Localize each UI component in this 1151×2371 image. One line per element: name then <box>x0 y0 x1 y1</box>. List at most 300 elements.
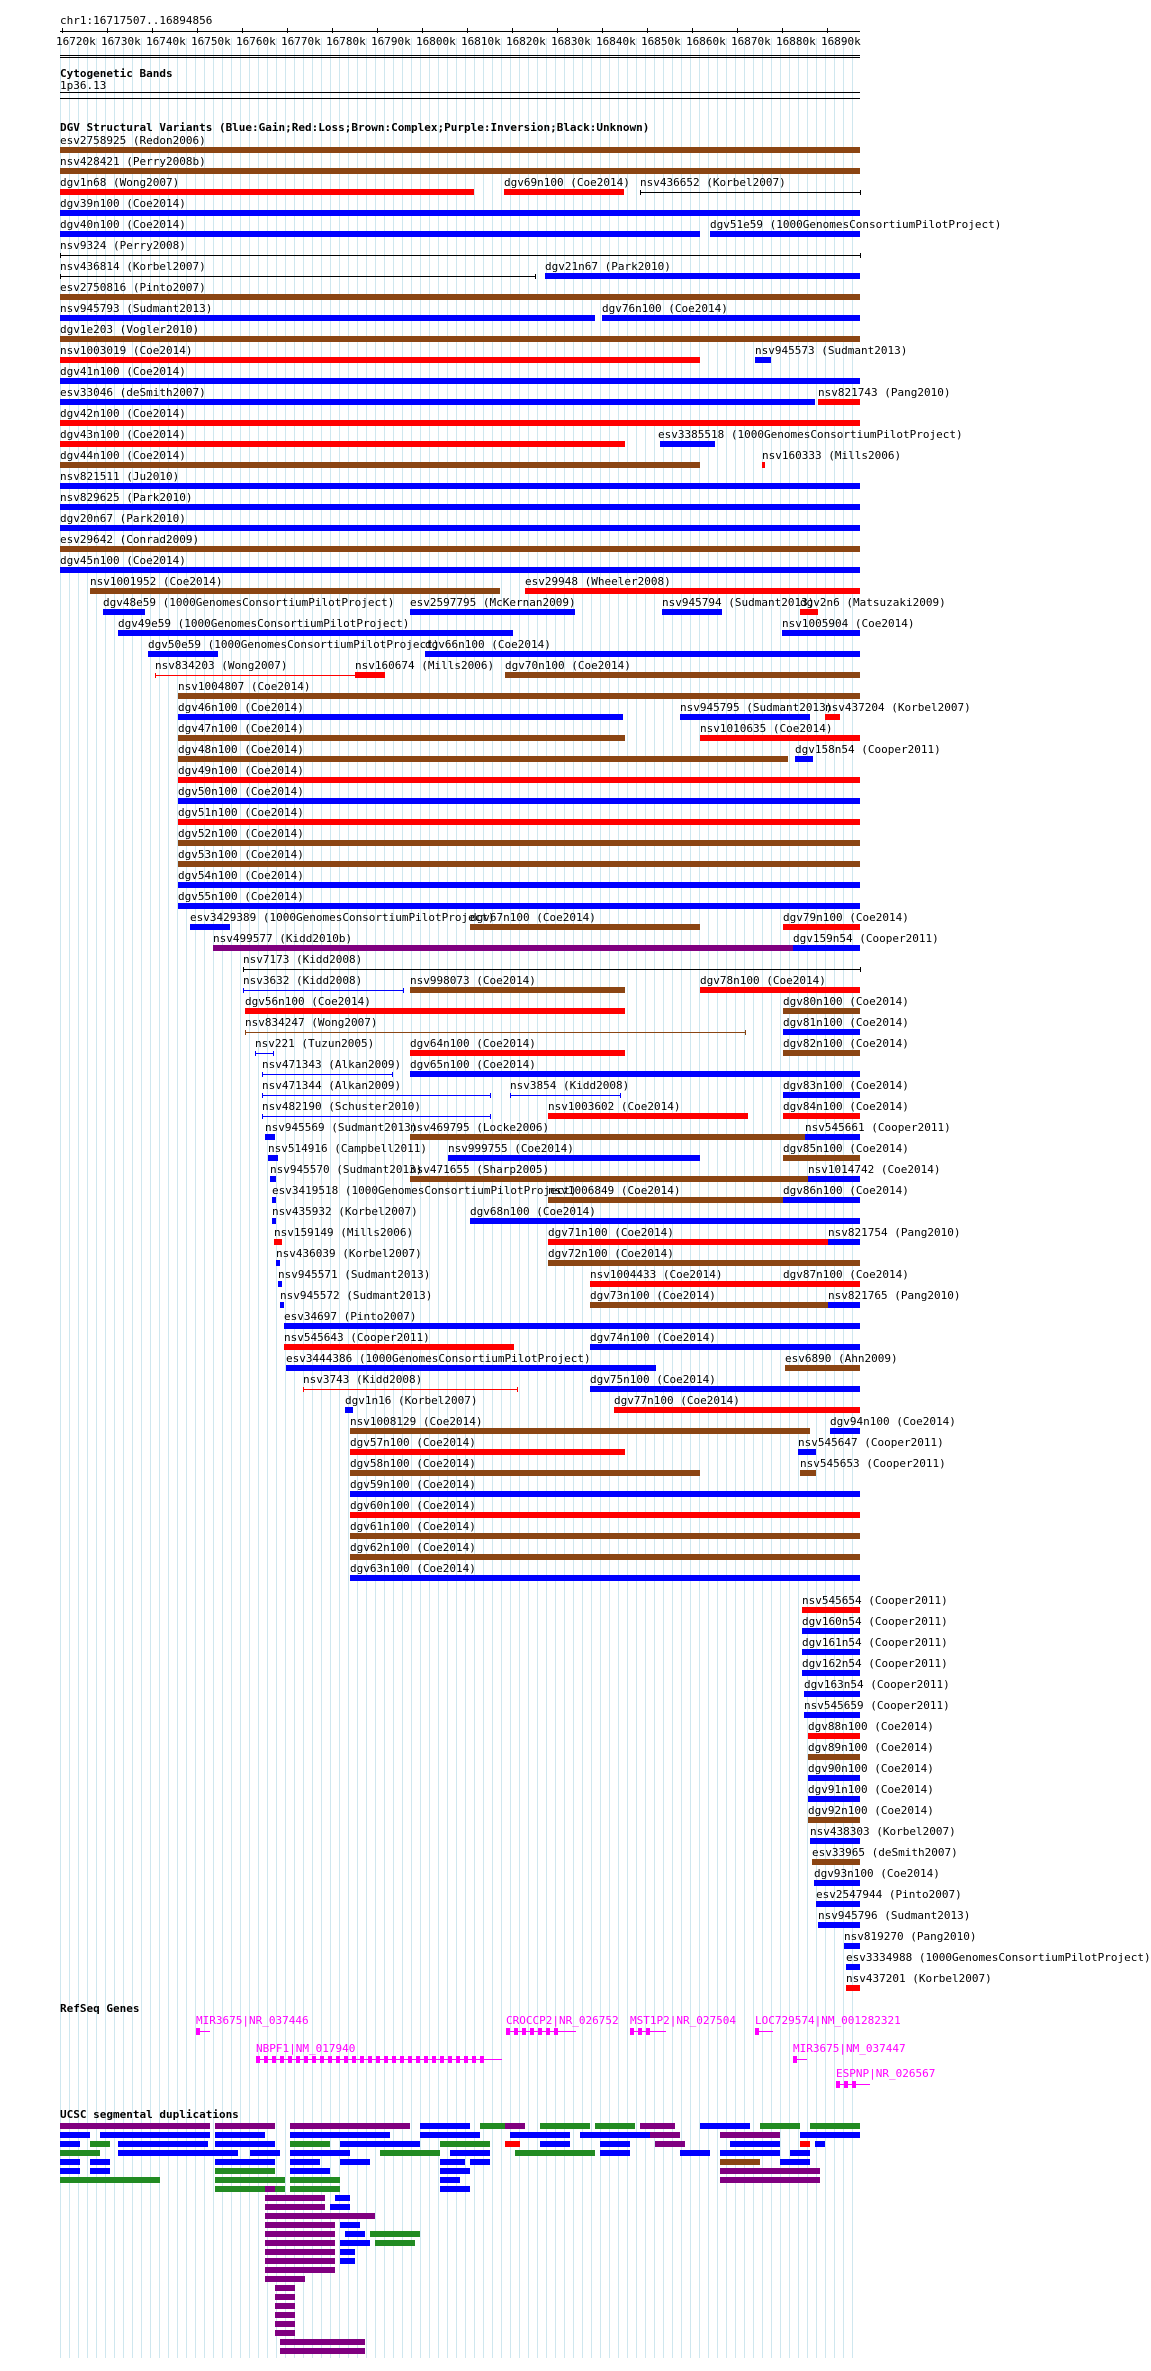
dgv-feature[interactable] <box>470 924 700 930</box>
dgv-feature-label[interactable]: nsv834247 (Wong2007) <box>245 1016 378 1029</box>
segdup-block[interactable] <box>720 2150 780 2156</box>
dgv-feature[interactable] <box>590 1344 860 1350</box>
segdup-block[interactable] <box>340 2258 355 2264</box>
gene-label[interactable]: CROCCP2|NR_026752 <box>506 2014 619 2027</box>
dgv-feature-label[interactable]: dgv54n100 (Coe2014) <box>178 869 304 882</box>
dgv-feature[interactable] <box>262 1116 490 1117</box>
segdup-block[interactable] <box>335 2195 350 2201</box>
dgv-feature-label[interactable]: nsv160333 (Mills2006) <box>762 449 902 462</box>
gene-exon[interactable] <box>392 2056 396 2063</box>
dgv-feature-label[interactable]: nsv437201 (Korbel2007) <box>846 1972 992 1985</box>
dgv-feature-label[interactable]: nsv438303 (Korbel2007) <box>810 1825 956 1838</box>
dgv-feature-label[interactable]: nsv1010635 (Coe2014) <box>700 722 833 735</box>
segdup-block[interactable] <box>830 2132 860 2138</box>
dgv-feature-label[interactable]: dgv80n100 (Coe2014) <box>783 995 909 1008</box>
dgv-feature[interactable] <box>504 189 624 195</box>
gene-exon[interactable] <box>480 2056 484 2063</box>
dgv-feature[interactable] <box>425 651 860 657</box>
dgv-feature-label[interactable]: dgv48n100 (Coe2014) <box>178 743 304 756</box>
segdup-block[interactable] <box>60 2150 100 2156</box>
dgv-feature[interactable] <box>60 255 860 256</box>
segdup-block[interactable] <box>275 2312 295 2318</box>
dgv-feature-label[interactable]: nsv829625 (Park2010) <box>60 491 193 504</box>
dgv-feature-label[interactable]: nsv3854 (Kidd2008) <box>510 1079 630 1092</box>
segdup-block[interactable] <box>60 2132 90 2138</box>
segdup-block[interactable] <box>280 2348 365 2354</box>
segdup-block[interactable] <box>275 2330 295 2336</box>
dgv-feature-label[interactable]: dgv59n100 (Coe2014) <box>350 1478 476 1491</box>
gene-exon[interactable] <box>456 2056 460 2063</box>
segdup-block[interactable] <box>340 2159 370 2165</box>
dgv-feature-label[interactable]: dgv52n100 (Coe2014) <box>178 827 304 840</box>
segdup-block[interactable] <box>250 2150 280 2156</box>
gene-exon[interactable] <box>844 2081 848 2088</box>
dgv-feature-label[interactable]: nsv437204 (Korbel2007) <box>825 701 971 714</box>
gene-exon[interactable] <box>424 2056 428 2063</box>
segdup-block[interactable] <box>420 2123 470 2129</box>
segdup-block[interactable] <box>640 2123 675 2129</box>
dgv-feature[interactable] <box>410 1050 625 1056</box>
dgv-feature[interactable] <box>178 840 860 846</box>
dgv-feature[interactable] <box>818 1922 860 1928</box>
dgv-feature-label[interactable]: nsv945571 (Sudmant2013) <box>278 1268 431 1281</box>
dgv-feature-label[interactable]: dgv67n100 (Coe2014) <box>470 911 596 924</box>
segdup-block[interactable] <box>290 2150 350 2156</box>
dgv-feature[interactable] <box>448 1155 700 1161</box>
segdup-block[interactable] <box>330 2204 350 2210</box>
dgv-feature[interactable] <box>410 1134 860 1140</box>
dgv-feature[interactable] <box>808 1733 860 1739</box>
segdup-block[interactable] <box>275 2294 295 2300</box>
dgv-feature-label[interactable]: nsv945573 (Sudmant2013) <box>755 344 908 357</box>
dgv-feature[interactable] <box>802 1607 860 1613</box>
segdup-block[interactable] <box>215 2123 275 2129</box>
dgv-feature[interactable] <box>783 1113 860 1119</box>
segdup-block[interactable] <box>600 2141 630 2147</box>
dgv-feature-label[interactable]: dgv44n100 (Coe2014) <box>60 449 186 462</box>
dgv-feature[interactable] <box>410 1176 860 1182</box>
dgv-feature-label[interactable]: dgv86n100 (Coe2014) <box>783 1184 909 1197</box>
dgv-feature[interactable] <box>178 798 860 804</box>
dgv-feature[interactable] <box>245 1032 745 1033</box>
dgv-feature[interactable] <box>148 651 218 657</box>
dgv-feature[interactable] <box>804 1691 860 1697</box>
dgv-feature-label[interactable]: dgv74n100 (Coe2014) <box>590 1331 716 1344</box>
dgv-feature[interactable] <box>662 609 722 615</box>
dgv-feature[interactable] <box>60 210 860 216</box>
dgv-feature-label[interactable]: dgv94n100 (Coe2014) <box>830 1415 956 1428</box>
dgv-feature[interactable] <box>60 420 860 426</box>
dgv-feature[interactable] <box>350 1449 625 1455</box>
gene-exon[interactable] <box>538 2028 542 2035</box>
dgv-feature[interactable] <box>178 756 788 762</box>
segdup-block[interactable] <box>265 2249 335 2255</box>
segdup-block[interactable] <box>340 2141 420 2147</box>
dgv-feature[interactable] <box>350 1491 860 1497</box>
dgv-feature[interactable] <box>60 357 700 363</box>
dgv-feature[interactable] <box>808 1817 860 1823</box>
dgv-feature[interactable] <box>804 1712 860 1718</box>
dgv-feature-label[interactable]: dgv1n68 (Wong2007) <box>60 176 180 189</box>
segdup-block[interactable] <box>720 2177 820 2183</box>
dgv-feature[interactable] <box>700 735 860 741</box>
segdup-block[interactable] <box>215 2177 285 2183</box>
dgv-feature[interactable] <box>545 273 860 279</box>
dgv-feature-label[interactable]: dgv85n100 (Coe2014) <box>783 1142 909 1155</box>
dgv-feature[interactable] <box>350 1428 810 1434</box>
dgv-feature[interactable] <box>755 357 771 363</box>
gene-exon[interactable] <box>320 2056 324 2063</box>
segdup-block[interactable] <box>760 2123 800 2129</box>
segdup-block[interactable] <box>60 2168 80 2174</box>
dgv-feature-label[interactable]: dgv45n100 (Coe2014) <box>60 554 186 567</box>
dgv-feature-label[interactable]: nsv821511 (Ju2010) <box>60 470 180 483</box>
dgv-feature[interactable] <box>614 1407 860 1413</box>
dgv-feature-label[interactable]: esv3429389 (1000GenomesConsortiumPilotProject) <box>190 911 495 924</box>
dgv-feature-label[interactable]: nsv1005904 (Coe2014) <box>782 617 915 630</box>
dgv-feature-label[interactable]: nsv1006849 (Coe2014) <box>548 1184 681 1197</box>
dgv-feature-label[interactable]: dgv84n100 (Coe2014) <box>783 1100 909 1113</box>
dgv-feature[interactable] <box>272 1197 276 1203</box>
dgv-feature[interactable] <box>783 1197 860 1203</box>
segdup-block[interactable] <box>290 2186 340 2192</box>
gene-exon[interactable] <box>408 2056 412 2063</box>
dgv-feature[interactable] <box>800 1470 816 1476</box>
segdup-block[interactable] <box>790 2150 810 2156</box>
dgv-feature-label[interactable]: nsv545654 (Cooper2011) <box>802 1594 948 1607</box>
dgv-feature-label[interactable]: dgv72n100 (Coe2014) <box>548 1247 674 1260</box>
dgv-feature[interactable] <box>60 294 860 300</box>
segdup-block[interactable] <box>600 2150 630 2156</box>
dgv-feature-label[interactable]: dgv79n100 (Coe2014) <box>783 911 909 924</box>
dgv-feature-label[interactable]: dgv83n100 (Coe2014) <box>783 1079 909 1092</box>
segdup-block[interactable] <box>118 2150 238 2156</box>
dgv-feature[interactable] <box>286 1365 656 1371</box>
dgv-feature[interactable] <box>60 462 700 468</box>
segdup-block[interactable] <box>275 2321 295 2327</box>
gene-exon[interactable] <box>530 2028 534 2035</box>
dgv-feature[interactable] <box>268 1155 278 1161</box>
dgv-feature-label[interactable]: esv29948 (Wheeler2008) <box>525 575 671 588</box>
gene-exon[interactable] <box>360 2056 364 2063</box>
dgv-feature[interactable] <box>178 882 860 888</box>
segdup-block[interactable] <box>810 2123 860 2129</box>
dgv-feature[interactable] <box>783 1281 860 1287</box>
dgv-feature[interactable] <box>802 1649 860 1655</box>
gene-label[interactable]: MIR3675|NM_037447 <box>793 2042 906 2055</box>
dgv-feature-label[interactable]: nsv159149 (Mills2006) <box>274 1226 414 1239</box>
dgv-feature-label[interactable]: dgv1e203 (Vogler2010) <box>60 323 200 336</box>
dgv-feature[interactable] <box>118 630 513 636</box>
dgv-feature-label[interactable]: nsv160674 (Mills2006) <box>355 659 495 672</box>
segdup-block[interactable] <box>290 2177 340 2183</box>
dgv-feature-label[interactable]: nsv435932 (Korbel2007) <box>272 1205 418 1218</box>
dgv-feature-label[interactable]: esv2750816 (Pinto2007) <box>60 281 206 294</box>
dgv-feature[interactable] <box>274 1239 282 1245</box>
dgv-feature-label[interactable]: esv3419518 (1000GenomesConsortiumPilotProject) <box>272 1184 577 1197</box>
dgv-feature[interactable] <box>525 588 860 594</box>
gene-label[interactable]: LOC729574|NM_001282321 <box>755 2014 901 2027</box>
dgv-feature-label[interactable]: dgv71n100 (Coe2014) <box>548 1226 674 1239</box>
gene-exon[interactable] <box>272 2056 276 2063</box>
dgv-feature-label[interactable]: dgv70n100 (Coe2014) <box>505 659 631 672</box>
gene-exon[interactable] <box>196 2028 200 2035</box>
gene-exon[interactable] <box>514 2028 518 2035</box>
dgv-feature[interactable] <box>350 1575 860 1581</box>
gene-exon[interactable] <box>416 2056 420 2063</box>
dgv-feature-label[interactable]: nsv7173 (Kidd2008) <box>243 953 363 966</box>
dgv-feature[interactable] <box>590 1302 860 1308</box>
dgv-feature-label[interactable]: dgv43n100 (Coe2014) <box>60 428 186 441</box>
dgv-feature-label[interactable]: dgv64n100 (Coe2014) <box>410 1037 536 1050</box>
dgv-feature[interactable] <box>270 1176 276 1182</box>
segdup-block[interactable] <box>265 2195 325 2201</box>
dgv-feature-label[interactable]: nsv945569 (Sudmant2013) <box>265 1121 418 1134</box>
segdup-block[interactable] <box>265 2204 325 2210</box>
gene-exon[interactable] <box>638 2028 642 2035</box>
dgv-feature-label[interactable]: dgv159n54 (Cooper2011) <box>793 932 939 945</box>
dgv-feature[interactable] <box>60 441 625 447</box>
gene-exon[interactable] <box>376 2056 380 2063</box>
segdup-block[interactable] <box>265 2186 275 2192</box>
dgv-feature-label[interactable]: nsv499577 (Kidd2010b) <box>213 932 353 945</box>
dgv-feature[interactable] <box>60 189 474 195</box>
segdup-block[interactable] <box>90 2159 110 2165</box>
gene-exon[interactable] <box>630 2028 634 2035</box>
dgv-feature[interactable] <box>303 1389 517 1390</box>
segdup-block[interactable] <box>290 2159 320 2165</box>
dgv-feature-label[interactable]: dgv58n100 (Coe2014) <box>350 1457 476 1470</box>
segdup-block[interactable] <box>265 2240 335 2246</box>
gene-exon[interactable] <box>546 2028 550 2035</box>
gene-exon[interactable] <box>344 2056 348 2063</box>
gene-exon[interactable] <box>336 2056 340 2063</box>
dgv-feature[interactable] <box>800 609 818 615</box>
dgv-feature[interactable] <box>60 504 860 510</box>
segdup-block[interactable] <box>720 2159 760 2165</box>
dgv-feature[interactable] <box>60 378 860 384</box>
cytoband-label[interactable]: 1p36.13 <box>60 79 107 92</box>
dgv-feature-label[interactable]: dgv49e59 (1000GenomesConsortiumPilotProject) <box>118 617 410 630</box>
dgv-feature-label[interactable]: dgv1n16 (Korbel2007) <box>345 1394 478 1407</box>
dgv-feature-label[interactable]: esv2758925 (Redon2006) <box>60 134 206 147</box>
dgv-feature[interactable] <box>590 1386 860 1392</box>
dgv-feature[interactable] <box>844 1943 860 1949</box>
dgv-feature-label[interactable]: dgv56n100 (Coe2014) <box>245 995 371 1008</box>
dgv-feature[interactable] <box>60 231 700 237</box>
dgv-feature[interactable] <box>783 1050 860 1056</box>
dgv-feature-label[interactable]: dgv57n100 (Coe2014) <box>350 1436 476 1449</box>
dgv-feature[interactable] <box>60 399 815 405</box>
segdup-block[interactable] <box>440 2186 470 2192</box>
dgv-feature[interactable] <box>640 192 860 193</box>
segdup-block[interactable] <box>215 2132 265 2138</box>
segdup-block[interactable] <box>290 2132 390 2138</box>
segdup-block[interactable] <box>265 2231 335 2237</box>
dgv-feature[interactable] <box>245 1008 625 1014</box>
dgv-feature[interactable] <box>178 819 860 825</box>
dgv-feature[interactable] <box>802 1628 860 1634</box>
segdup-block[interactable] <box>100 2132 210 2138</box>
dgv-feature-label[interactable]: nsv945794 (Sudmant2013) <box>662 596 815 609</box>
dgv-feature-label[interactable]: dgv42n100 (Coe2014) <box>60 407 186 420</box>
dgv-feature[interactable] <box>60 483 860 489</box>
gene-exon[interactable] <box>472 2056 476 2063</box>
dgv-feature-label[interactable]: dgv92n100 (Coe2014) <box>808 1804 934 1817</box>
segdup-block[interactable] <box>720 2168 820 2174</box>
gene-label[interactable]: MIR3675|NR_037446 <box>196 2014 309 2027</box>
dgv-feature[interactable] <box>810 1838 860 1844</box>
segdup-block[interactable] <box>730 2141 780 2147</box>
gene-label[interactable]: ESPNP|NR_026567 <box>836 2067 936 2080</box>
segdup-block[interactable] <box>280 2339 365 2345</box>
dgv-feature-label[interactable]: dgv88n100 (Coe2014) <box>808 1720 934 1733</box>
dgv-feature-label[interactable]: dgv39n100 (Coe2014) <box>60 197 186 210</box>
segdup-block[interactable] <box>370 2231 420 2237</box>
dgv-feature-label[interactable]: nsv999755 (Coe2014) <box>448 1142 574 1155</box>
dgv-feature[interactable] <box>762 462 765 468</box>
dgv-feature-label[interactable]: dgv69n100 (Coe2014) <box>504 176 630 189</box>
segdup-block[interactable] <box>340 2249 355 2255</box>
dgv-feature[interactable] <box>505 672 860 678</box>
dgv-feature-label[interactable]: dgv2n6 (Matsuzaki2009) <box>800 596 946 609</box>
segdup-block[interactable] <box>815 2141 825 2147</box>
segdup-block[interactable] <box>515 2150 595 2156</box>
gene-exon[interactable] <box>368 2056 372 2063</box>
dgv-feature-label[interactable]: nsv945793 (Sudmant2013) <box>60 302 213 315</box>
dgv-feature[interactable] <box>793 945 860 951</box>
dgv-feature[interactable] <box>178 777 860 783</box>
dgv-feature-label[interactable]: dgv163n54 (Cooper2011) <box>804 1678 950 1691</box>
dgv-feature[interactable] <box>814 1880 860 1886</box>
gene-exon[interactable] <box>432 2056 436 2063</box>
dgv-feature[interactable] <box>262 1074 392 1075</box>
dgv-feature-label[interactable]: dgv60n100 (Coe2014) <box>350 1499 476 1512</box>
gene-exon[interactable] <box>464 2056 468 2063</box>
segdup-block[interactable] <box>265 2213 375 2219</box>
dgv-feature-label[interactable]: nsv3632 (Kidd2008) <box>243 974 363 987</box>
dgv-feature-label[interactable]: esv33965 (deSmith2007) <box>812 1846 958 1859</box>
gene-exon[interactable] <box>506 2028 510 2035</box>
dgv-feature-label[interactable]: nsv945795 (Sudmant2013) <box>680 701 833 714</box>
dgv-feature[interactable] <box>812 1859 860 1865</box>
dgv-feature-label[interactable]: dgv82n100 (Coe2014) <box>783 1037 909 1050</box>
dgv-feature[interactable] <box>155 675 355 676</box>
gene-exon[interactable] <box>852 2081 856 2088</box>
dgv-feature[interactable] <box>825 714 840 720</box>
dgv-feature[interactable] <box>255 1053 273 1054</box>
segdup-block[interactable] <box>60 2159 80 2165</box>
segdup-block[interactable] <box>440 2177 460 2183</box>
dgv-feature-label[interactable]: nsv821743 (Pang2010) <box>818 386 951 399</box>
gene-exon[interactable] <box>522 2028 526 2035</box>
segdup-block[interactable] <box>290 2123 410 2129</box>
dgv-feature-label[interactable]: nsv482190 (Schuster2010) <box>262 1100 421 1113</box>
dgv-feature-label[interactable]: nsv1003019 (Coe2014) <box>60 344 193 357</box>
gene-exon[interactable] <box>288 2056 292 2063</box>
dgv-feature-label[interactable]: dgv62n100 (Coe2014) <box>350 1541 476 1554</box>
gene-exon[interactable] <box>384 2056 388 2063</box>
dgv-feature-label[interactable]: nsv471655 (Sharp2005) <box>410 1163 550 1176</box>
dgv-feature-label[interactable]: nsv471344 (Alkan2009) <box>262 1079 402 1092</box>
dgv-feature-label[interactable]: nsv819270 (Pang2010) <box>844 1930 977 1943</box>
dgv-feature-label[interactable]: nsv945796 (Sudmant2013) <box>818 1909 971 1922</box>
dgv-feature-label[interactable]: nsv428421 (Perry2008b) <box>60 155 206 168</box>
dgv-feature-label[interactable]: nsv834203 (Wong2007) <box>155 659 288 672</box>
dgv-feature[interactable] <box>103 609 145 615</box>
gene-exon[interactable] <box>312 2056 316 2063</box>
gene-exon[interactable] <box>646 2028 650 2035</box>
segdup-block[interactable] <box>60 2141 80 2147</box>
segdup-block[interactable] <box>540 2141 570 2147</box>
dgv-feature[interactable] <box>350 1512 860 1518</box>
dgv-feature[interactable] <box>782 630 860 636</box>
dgv-feature[interactable] <box>350 1533 860 1539</box>
dgv-feature[interactable] <box>280 1302 284 1308</box>
dgv-feature-label[interactable]: dgv160n54 (Cooper2011) <box>802 1615 948 1628</box>
dgv-feature-label[interactable]: nsv436814 (Korbel2007) <box>60 260 206 273</box>
segdup-block[interactable] <box>440 2168 470 2174</box>
gene-exon[interactable] <box>280 2056 284 2063</box>
dgv-feature-label[interactable]: dgv41n100 (Coe2014) <box>60 365 186 378</box>
dgv-feature[interactable] <box>510 1095 620 1096</box>
dgv-feature[interactable] <box>846 1985 860 1991</box>
segdup-block[interactable] <box>215 2168 275 2174</box>
dgv-feature[interactable] <box>90 588 500 594</box>
segdup-block[interactable] <box>290 2141 330 2147</box>
dgv-feature[interactable] <box>828 1239 860 1245</box>
gene-exon[interactable] <box>793 2056 797 2063</box>
dgv-feature-label[interactable]: esv3444386 (1000GenomesConsortiumPilotProject) <box>286 1352 591 1365</box>
dgv-feature[interactable] <box>262 1095 490 1096</box>
segdup-block[interactable] <box>130 2123 210 2129</box>
segdup-block[interactable] <box>375 2240 415 2246</box>
dgv-feature-label[interactable]: dgv158n54 (Cooper2011) <box>795 743 941 756</box>
dgv-feature-label[interactable]: nsv545643 (Cooper2011) <box>284 1331 430 1344</box>
segdup-block[interactable] <box>340 2240 370 2246</box>
segdup-block[interactable] <box>470 2159 490 2165</box>
gene-label[interactable]: MST1P2|NR_027504 <box>630 2014 736 2027</box>
dgv-feature[interactable] <box>60 276 535 277</box>
dgv-feature-label[interactable]: dgv161n54 (Cooper2011) <box>802 1636 948 1649</box>
gene-exon[interactable] <box>352 2056 356 2063</box>
dgv-feature[interactable] <box>265 1134 275 1140</box>
dgv-feature-label[interactable]: esv3334988 (1000GenomesConsortiumPilotProject) <box>846 1951 1151 1964</box>
segdup-block[interactable] <box>505 2123 525 2129</box>
dgv-feature-label[interactable]: nsv469795 (Locke2006) <box>410 1121 550 1134</box>
segdup-block[interactable] <box>118 2141 208 2147</box>
dgv-feature-label[interactable]: esv6890 (Ahn2009) <box>785 1352 898 1365</box>
dgv-feature-label[interactable]: nsv514916 (Campbell2011) <box>268 1142 427 1155</box>
dgv-feature-label[interactable]: dgv68n100 (Coe2014) <box>470 1205 596 1218</box>
dgv-feature-label[interactable]: dgv50e59 (1000GenomesConsortiumPilotProject) <box>148 638 440 651</box>
dgv-feature-label[interactable]: esv34697 (Pinto2007) <box>284 1310 417 1323</box>
dgv-feature[interactable] <box>60 567 860 573</box>
dgv-feature[interactable] <box>355 672 385 678</box>
dgv-feature-label[interactable]: nsv9324 (Perry2008) <box>60 239 186 252</box>
dgv-feature-label[interactable]: dgv76n100 (Coe2014) <box>602 302 728 315</box>
dgv-feature[interactable] <box>783 1029 860 1035</box>
dgv-feature[interactable] <box>178 693 860 699</box>
dgv-feature-label[interactable]: nsv545659 (Cooper2011) <box>804 1699 950 1712</box>
dgv-feature[interactable] <box>410 987 625 993</box>
dgv-feature[interactable] <box>190 924 230 930</box>
dgv-feature[interactable] <box>60 147 860 153</box>
segdup-block[interactable] <box>655 2141 685 2147</box>
dgv-feature-label[interactable]: dgv73n100 (Coe2014) <box>590 1289 716 1302</box>
segdup-block[interactable] <box>345 2231 365 2237</box>
dgv-feature[interactable] <box>805 1134 860 1140</box>
